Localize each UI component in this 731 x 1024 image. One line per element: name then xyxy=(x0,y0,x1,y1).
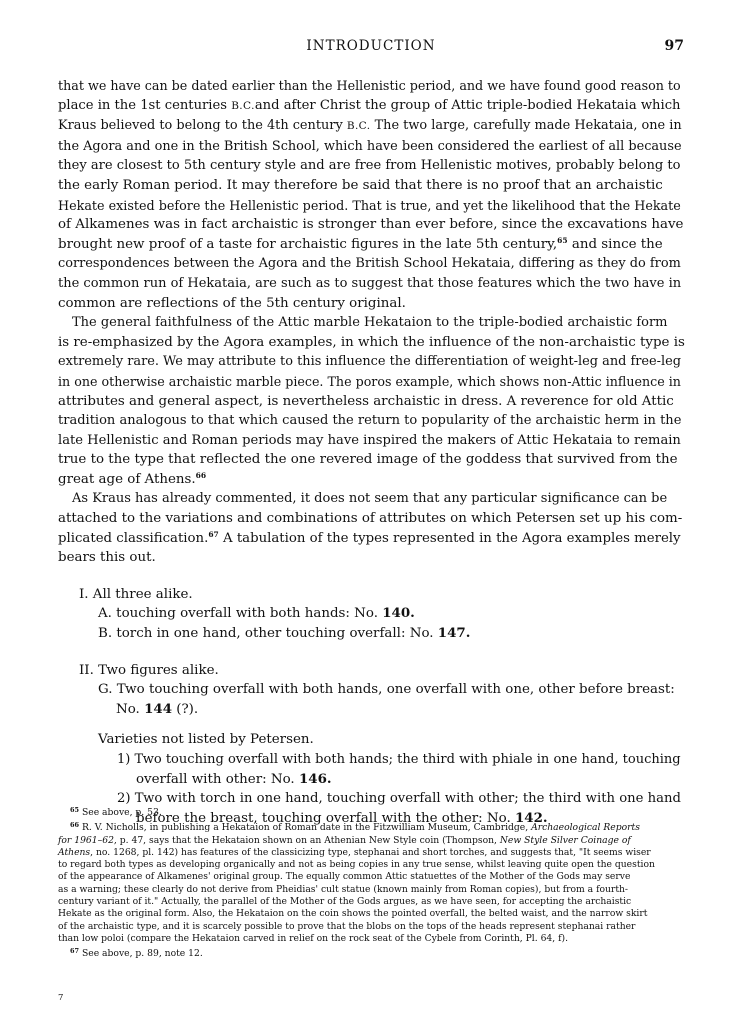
text-line: place in the 1st centuries B.C.and after Christ the group of Attic triple-bodied Hekataia which xyxy=(58,97,681,113)
signature-mark: 7 xyxy=(58,993,64,1003)
footnote-66-line: of the appearance of Alkamenes' original group. The equally common Attic statuettes of the Mother of the Gods may serve xyxy=(58,871,631,883)
outline-item-b: B. torch in one hand, other touching overfall: No. 147. xyxy=(98,625,471,642)
outline-heading-varieties: Varieties not listed by Petersen. xyxy=(98,732,314,748)
text-line: attributes and general aspect, is nevertheless archaistic in dress. A reverence for old Attic xyxy=(58,393,674,409)
footnote-66-line: Hekate as the original form. Also, the Hekataion on the coin shows the pointed overfall, the belted waist, and the narrow skirt xyxy=(58,908,648,920)
outline-heading-ii: II. Two figures alike. xyxy=(79,662,219,678)
text-line: common are reflections of the 5th century original. xyxy=(58,295,406,311)
footnote-66-line: century variant of it." Actually, the parallel of the Mother of the Gods argues, as we have seen, for accepting the archaistic xyxy=(58,896,632,908)
text-line: attached to the variations and combinations of attributes on which Petersen set up his com- xyxy=(58,511,683,527)
text-line: Hekate existed before the Hellenistic period. That is true, and yet the likelihood that the Hekate xyxy=(58,197,681,213)
footnote-66: $^{66}$ R. V. Nicholls, in publishing a Hekataion of Roman date in the Fitzwilliam Museum, Cambridge, Archaeological Reports xyxy=(70,821,640,834)
text-line: the early Roman period. It may therefore be said that there is no proof that an archaistic xyxy=(58,177,663,193)
text-line: brought new proof of a taste for archaistic figures in the late 5th century,$^{65}$ and since the xyxy=(58,235,663,252)
footnote-67: $^{67}$ See above, p. 89, note 12. xyxy=(70,947,203,960)
text-line: tradition analogous to that which caused the return to popularity of the archaistic herm in the xyxy=(58,413,682,429)
footnote-ref-67[interactable]: 67 xyxy=(208,529,219,539)
text-line: plicated classification.$^{67}$ A tabulation of the types represented in the Agora examples merely xyxy=(58,529,681,546)
text-line: Kraus believed to belong to the 4th century B.C. The two large, carefully made Hekataia, one in xyxy=(58,118,682,134)
text-line: bears this out. xyxy=(58,550,156,566)
outline-item-a: A. touching overfall with both hands: No. 140. xyxy=(98,605,415,622)
footnote-66-line: Athens, no. 1268, pl. 142) has features of the classicizing type, stephanai and short torches, and suggests that, "It seems wiser xyxy=(58,846,651,858)
paragraph-1 xyxy=(58,76,684,313)
text-line: is re-emphasized by the Agora examples, in which the influence of the non-archaistic type is xyxy=(58,334,685,350)
outline-item-g-cont: No. 144 (?). xyxy=(116,700,199,717)
outline-variety-2: 2) Two with torch in one hand, touching overfall with other; the third with one hand xyxy=(117,791,681,807)
text-line: they are closest to 5th century style and are free from Hellenistic motives, probably belong to xyxy=(58,158,681,174)
outline-variety-1-cont: overfall with other: No. 146. xyxy=(136,770,332,787)
footnote-66-line: as a warning; these clearly do not derive from Pheidias' cult statue (known mainly from Roman copies), but from a fourth- xyxy=(58,883,629,895)
text-line: that we have can be dated earlier than the Hellenistic period, and we have found good reason to xyxy=(58,78,681,93)
footnote-66-line: of the archaistic type, and it is scarcely possible to prove that the blobs on the tops of the heads represent stephanai rather xyxy=(58,920,636,932)
body-text xyxy=(58,76,684,828)
footnotes xyxy=(58,804,684,961)
text-line: the Agora and one in the British School, which have been considered the earliest of all because xyxy=(58,138,682,154)
outline-variety-1: 1) Two touching overfall with both hands; the third with phiale in one hand, touching xyxy=(117,752,681,767)
paragraph-3 xyxy=(58,489,684,567)
text-line: The general faithfulness of the Attic marble Hekataion to the triple-bodied archaistic form xyxy=(72,315,668,331)
text-line: late Hellenistic and Roman periods may have inspired the makers of Attic Hekataia to remain xyxy=(58,432,681,448)
running-title: INTRODUCTION xyxy=(306,38,436,54)
text-line: extremely rare. We may attribute to this influence the differentiation of weight-leg and free-leg xyxy=(58,354,682,370)
running-head xyxy=(58,38,684,58)
outline-heading-i: I. All three alike. xyxy=(79,586,193,602)
type-tabulation xyxy=(58,574,684,829)
text-line: true to the type that reflected the one revered image of the goddess that survived from the xyxy=(58,452,678,468)
paragraph-2 xyxy=(58,313,684,489)
text-line: correspondences between the Agora and the British School Hekataia, differing as they do from xyxy=(58,256,681,272)
footnote-66-line: than low poloi (compare the Hekataion carved in relief on the rock seat of the Cybele from Corinth, Pl. 64, f). xyxy=(58,932,569,944)
footnote-ref-65[interactable]: 65 xyxy=(557,235,568,245)
outline-variety-2-cont: before the breast, touching overfall with the other: No. 142. xyxy=(136,809,548,826)
text-line: of Alkamenes was in fact archaistic is stronger than ever before, since the excavations have xyxy=(58,217,684,233)
footnote-ref-66[interactable]: 66 xyxy=(195,470,207,480)
page-number: 97 xyxy=(664,38,684,54)
outline-item-g: G. Two touching overfall with both hands, one overfall with one, other before breast: xyxy=(98,682,675,698)
footnote-66-line: for 1961–62, p. 47, says that the Hekataion shown on an Athenian New Style coin (Thompson, New Style Silver Coinage of xyxy=(58,834,631,846)
text-line: the common run of Hekataia, are such as to suggest that those features which the two have in xyxy=(58,275,682,291)
text-line: As Kraus has already commented, it does not seem that any particular significance can be xyxy=(72,491,668,507)
footnote-65: $^{65}$ See above, p. 53. xyxy=(70,806,162,818)
text-line: great age of Athens.$^{66}$ xyxy=(58,470,207,487)
text-line: in one otherwise archaistic marble piece. The poros example, which shows non-Attic influence in xyxy=(58,373,681,389)
footnote-66-line: to regard both types as developing organically and not as being copies in any true sense, whilst leaving quite open the question xyxy=(58,859,655,871)
